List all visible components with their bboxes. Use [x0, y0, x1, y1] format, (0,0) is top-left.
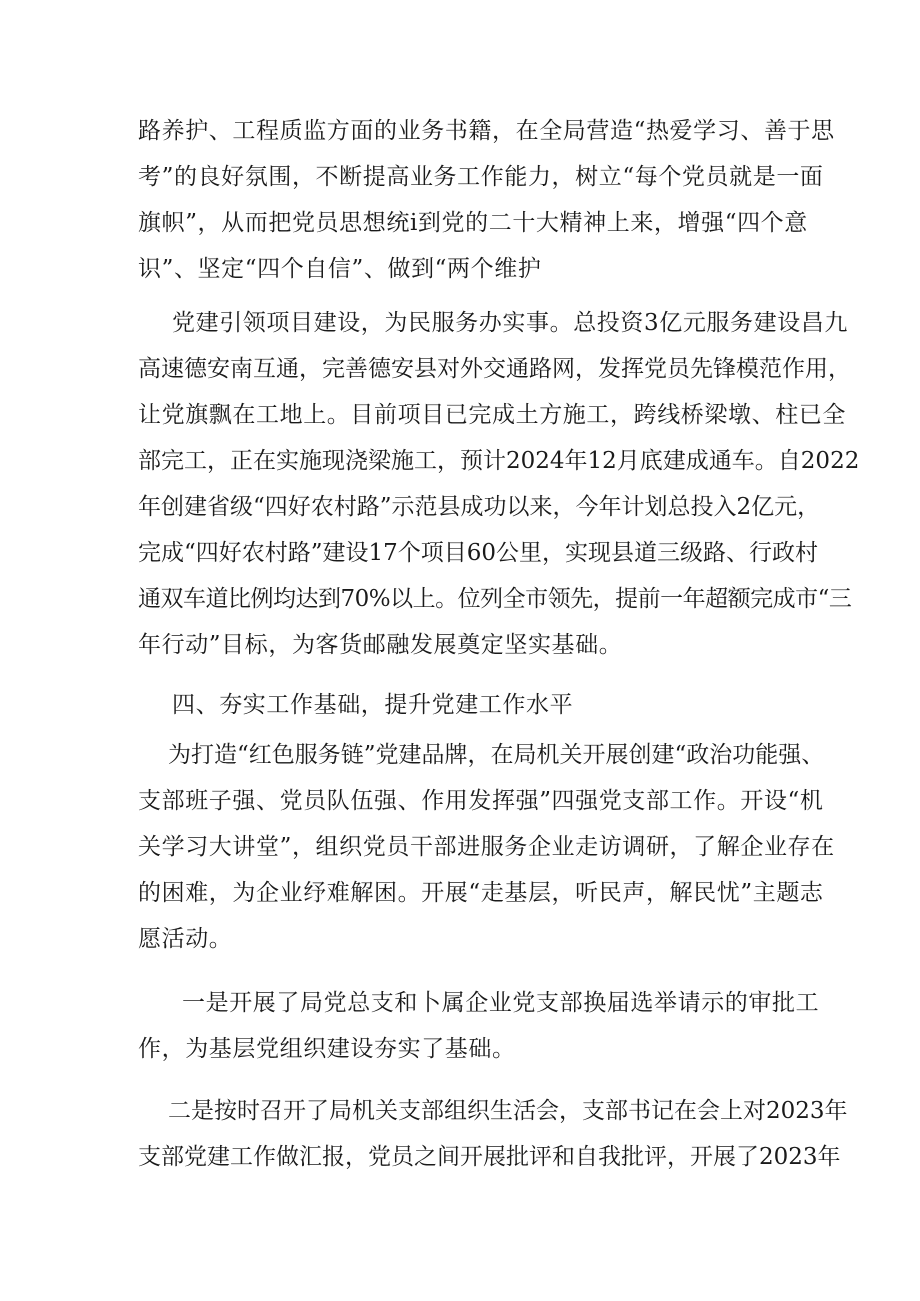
para2-line-2: 高速德安南互通，完善德安县对外交通路网，发挥党员先锋模范作用，: [138, 356, 851, 382]
para1-line-2: 考”的良好氛围，不断提高业务工作能力，树立“每个党员就是一面: [138, 164, 824, 190]
para2-line-7: 通双车道比例均达到70%以上。位列全市领先，提前一年超额完成市“三: [138, 586, 852, 612]
para2-line-8: 年行动”目标，为客货邮融发展奠定坚实基础。: [138, 632, 623, 658]
para3-line-5: 愿活动。: [138, 926, 233, 952]
para5-line-2: 支部党建工作做汇报，党员之间开展批评和自我批评，开展了2023年: [138, 1144, 841, 1170]
para5-line-1: 二是按时召开了局机关支部组织生活会，支部书记在会上对2023年: [168, 1098, 848, 1124]
para2-line-4: 部完工，正在实施现浇梁施工，预计2024年12月底建成通车。自2022: [138, 448, 860, 474]
para3-line-3: 关学习大讲堂”，组织党员干部进服务企业走访调研，了解企业存在: [138, 834, 835, 860]
para1-line-4: 识”、坚定“四个自信”、做到“两个维护: [138, 256, 542, 282]
para3-line-4: 的困难，为企业纾难解困。开展“走基层，听民声，解民忧”主题志: [138, 880, 824, 906]
para4-line-2: 作，为基层党组织建设夯实了基础。: [138, 1036, 516, 1062]
para2-line-3: 让党旗飘在工地上。目前项目已完成土方施工，跨线桥梁墩、柱已全: [138, 402, 846, 428]
para3-line-2: 支部班子强、党员队伍强、作用发挥强”四强党支部工作。开设“机: [138, 788, 824, 814]
para3-line-1: 为打造“红色服务链”党建品牌，在局机关开展创建“政治功能强、: [168, 742, 825, 768]
para1-line-1: 路养护、工程质监方面的业务书籍，在全局营造“热爱学习、善于思: [138, 118, 835, 144]
section-heading-4: 四、夯实工作基础，提升党建工作水平: [172, 692, 574, 718]
para2-line-5: 年创建省级“四好农村路”示范县成功以来，今年计划总投入2亿元，: [138, 494, 821, 520]
para2-line-1: 党建引领项目建设，为民服务办实事。总投资3亿元服务建设昌九: [172, 310, 849, 336]
para1-line-3: 旗帜”，从而把党员思想统i到党的二十大精神上来，增强“四个意: [138, 210, 808, 236]
para4-line-1: 一是开展了局党总支和卜属企业党支部换届选举请示的审批工: [182, 990, 820, 1016]
para2-line-6: 完成“四好农村路”建设17个项目60公里，实现县道三级路、行政村: [138, 540, 819, 566]
